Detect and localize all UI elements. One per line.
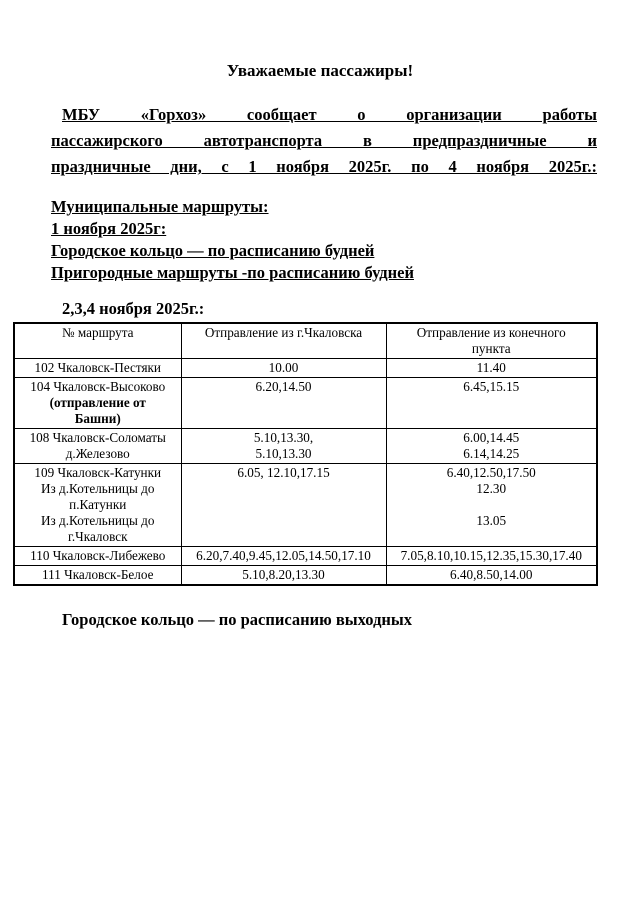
- table-cell-from_city: [181, 547, 386, 566]
- schedule-table-head: [14, 323, 597, 359]
- intro-line-3: праздничные дни, с 1 ноября 2025г. по 4 ноября 2025г.:: [51, 157, 597, 176]
- intro-line-1: МБУ «Горхоз» сообщает о организации работы: [62, 105, 597, 124]
- schedule-table-body: [14, 359, 597, 586]
- cell-line: 6.00,14.45: [463, 430, 520, 445]
- cell-line: 13.05: [476, 513, 507, 528]
- suburban-routes-weekday-note: Пригородные маршруты -по расписанию будней: [51, 263, 414, 282]
- table-row: [14, 464, 597, 547]
- column-header-from_city: [181, 323, 386, 359]
- cell-line: 111 Чкаловск-Белое: [42, 567, 154, 582]
- table-row: [14, 547, 597, 566]
- cell-line: 104 Чкаловск-Высоково: [30, 379, 166, 394]
- cell-line: 6.20,7.40,9.45,12.05,14.50,17.10: [196, 548, 371, 563]
- cell-line: 5.10,13.30: [255, 446, 312, 461]
- cell-line: 6.20,14.50: [255, 379, 312, 394]
- city-ring-weekday-note: Городское кольцо — по расписанию будней: [51, 241, 375, 260]
- cell-line: д.Железово: [65, 446, 130, 461]
- cell-line: 6.40,8.50,14.00: [450, 567, 533, 582]
- table-cell-from_city: [181, 359, 386, 378]
- cell-line: 7.05,8.10,10.15,12.35,15.30,17.40: [400, 548, 582, 563]
- table-cell-route: [14, 566, 181, 586]
- table-cell-from_city: [181, 429, 386, 464]
- page-title: Уважаемые пассажиры!: [226, 61, 414, 80]
- table-header-row: [14, 323, 597, 359]
- cell-line: 102 Чкаловск-Пестяки: [34, 360, 161, 375]
- cell-line: 6.40,12.50,17.50: [446, 465, 536, 480]
- table-cell-from_terminal: [386, 359, 597, 378]
- cell-line: Башни): [74, 411, 121, 426]
- municipal-routes-section: [51, 196, 597, 284]
- cell-line: 108 Чкаловск-Соломаты: [29, 430, 166, 445]
- city-ring-weekend-note: Городское кольцо — по расписанию выходных: [62, 610, 413, 629]
- cell-line: 5.10,13.30,: [253, 430, 314, 445]
- cell-line: 10.00: [268, 360, 299, 375]
- table-row: [14, 566, 597, 586]
- table-cell-from_city: [181, 464, 386, 547]
- cell-line: [387, 497, 597, 513]
- cell-line: 12.30: [476, 481, 507, 496]
- table-cell-route: [14, 359, 181, 378]
- intro-paragraph: [51, 102, 597, 180]
- table-cell-from_terminal: [386, 464, 597, 547]
- table-cell-from_terminal: [386, 566, 597, 586]
- table-cell-from_city: [181, 566, 386, 586]
- table-row: [14, 378, 597, 429]
- cell-line: п.Катунки: [69, 497, 127, 512]
- cell-line: 110 Чкаловск-Либежево: [30, 548, 166, 563]
- table-cell-route: [14, 378, 181, 429]
- table-cell-route: [14, 429, 181, 464]
- cell-line: 6.14,14.25: [463, 446, 520, 461]
- table-cell-from_terminal: [386, 547, 597, 566]
- cell-line: Из д.Котельницы до: [41, 513, 155, 528]
- cell-line: 5.10,8.20,13.30: [242, 567, 325, 582]
- cell-line: Из д.Котельницы до: [41, 481, 155, 496]
- cell-line: 6.45,15.15: [463, 379, 520, 394]
- cell-line: 109 Чкаловск-Катунки: [34, 465, 162, 480]
- table-cell-from_terminal: [386, 378, 597, 429]
- table-cell-route: [14, 464, 181, 547]
- cell-line: 11.40: [476, 360, 506, 375]
- schedule-table: [13, 322, 598, 586]
- cell-line: № маршрута: [61, 325, 134, 340]
- cell-line: [15, 341, 181, 357]
- cell-line: Отправление из г.Чкаловска: [204, 325, 363, 340]
- table-row: [14, 359, 597, 378]
- date-nov-1-heading: 1 ноября 2025г:: [51, 219, 167, 238]
- cell-line: 6.05, 12.10,17.15: [237, 465, 330, 480]
- table-cell-route: [14, 547, 181, 566]
- cell-line: Отправление из конечного: [416, 325, 566, 340]
- table-cell-from_terminal: [386, 429, 597, 464]
- dates-heading: 2,3,4 ноября 2025г.:: [62, 299, 205, 318]
- intro-line-2: пассажирского автотранспорта в предпраздничные и: [51, 131, 597, 150]
- municipal-routes-heading: Муниципальные маршруты:: [51, 197, 269, 216]
- column-header-route: [14, 323, 181, 359]
- table-row: [14, 429, 597, 464]
- cell-line: пункта: [471, 341, 511, 356]
- cell-line: (отправление от: [49, 395, 146, 410]
- table-cell-from_city: [181, 378, 386, 429]
- cell-line: г.Чкаловск: [67, 529, 128, 544]
- column-header-from_terminal: [386, 323, 597, 359]
